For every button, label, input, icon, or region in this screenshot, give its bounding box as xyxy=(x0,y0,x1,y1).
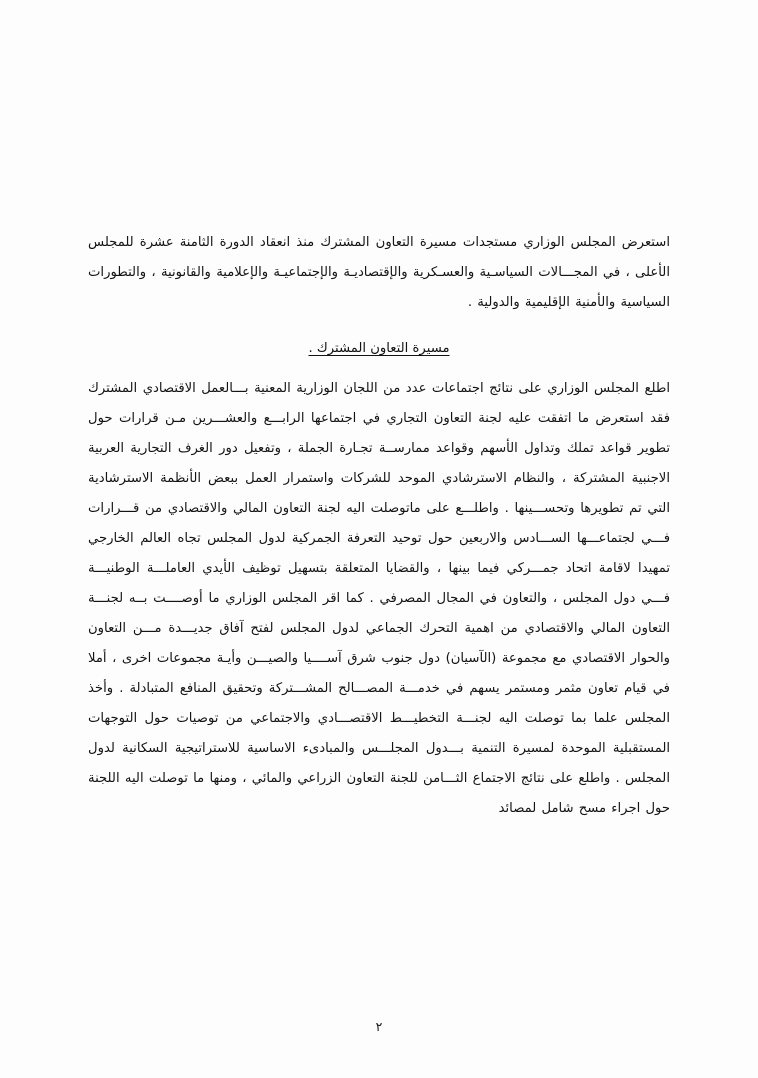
page-number: ٢ xyxy=(375,1019,383,1034)
section-heading: مسيرة التعاون المشترك . xyxy=(308,341,450,356)
body-block xyxy=(88,374,670,824)
document-body xyxy=(88,228,670,824)
body-paragraph: اطلع المجلس الوزاري على نتائج اجتماعات عدد من اللجان الوزارية المعنية بـــالعمل الاقتصادي المشترك فقد استعرض ما اتفقت عليه لجنة التعاون التجاري في اجتماعها الرابـــع والعشـــرين مـن قرارات حول تطوير قواعد تملك وتداول الأسهم وقواعد ممارســة تجـارة الجملة ، وتفعيل دور الغرف التجارية العربية الاجنبية المشتركة ، والنظام الاسترشادي الموحد للشركات واستمرار العمل ببعض الأنظمة الاسترشادية التي تم تطويرها وتحســـينها . واطلـــع على ماتوصلت اليه لجنة التعاون المالي والاقتصادي من قـــرارات فـــي لجتماعـــها الســـادس والاربعين حول توحيد التعرفة الجمركية لدول المجلس تجاه العالم الخارجي تمهيدا لاقامة اتحاد جمـــركي فيما بينها ، والقضايا المتعلقة بتسهيل توظيف الأيدي العاملـــة الوطنيـــة فـــي دول المجلس ، والتعاون في المجال المصرفي . كما اقر المجلس الوزاري ما أوصــــت بــه لجنـــة التعاون المالي والاقتصادي من اهمية التحرك الجماعي لدول المجلس لفتح آفاق جديـــدة مـــن التعاون والحوار الاقتصادي مع مجموعة (الآسيان) دول جنوب شرق آســــيا والصيـــن وأيـة مجموعات اخرى ، أملا في قيام تعاون مثمر ومستمر يسهم في خدمـــة المصـــالح المشـــتركة وتحقيق المنافع المتبادلة . وأخذ المجلس علما بما توصلت اليه لجنـــة التخطيـــط الاقتصـــادي والاجتماعي من توصيات حول التوجهات المستقبلية الموحدة لمسيرة التنمية بـــدول المجلـــس والمبادىء الاساسية للاستراتيجية السكانية لدول المجلس . واطلع على نتائج الاجتماع الثـــامن للجنة التعاون الزراعي والمائي ، ومنها ما توصلت اليه اللجنة حول اجراء مسح شامل لمصائد xyxy=(88,381,670,816)
intro-paragraph: استعرض المجلس الوزاري مستجدات مسيرة التعاون المشترك منذ انعقاد الدورة الثامنة عشرة للمجلس الأعلى ، في المجـــالات السياسـية والعسـكرية والإقتصاديـة والإجتماعيـة والإعلامية والقانونية ، والتطورات السياسية والأمنية الإقليمية والدولية . xyxy=(88,235,670,310)
